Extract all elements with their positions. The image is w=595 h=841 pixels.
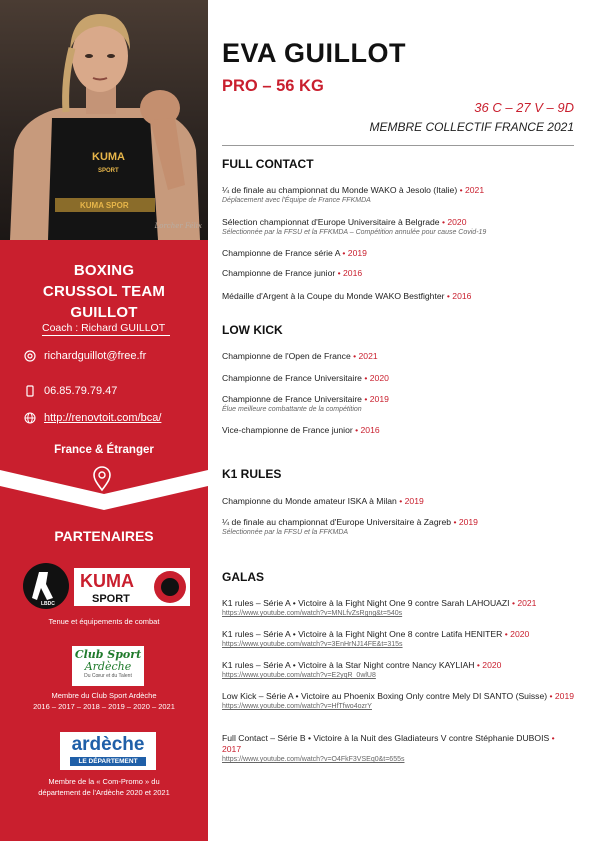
luc-badge-text: LBDC [41, 601, 55, 607]
list-item: K1 rules – Série A • Victoire à la Fight Night One 9 contre Sarah LAHOUAZI • 2021 https://www.youtube.com/watch?v=MNLfvZsRgng&t=540s [222, 598, 574, 618]
athlete-name: EVA GUILLOT [222, 38, 406, 68]
coach-name: Coach : Richard GUILLOT [42, 322, 170, 336]
record-stats: 36 C – 27 V – 9D [474, 100, 574, 115]
list-item: Sélection championnat d'Europe Universitaire à Belgrade • 2020 Sélectionnée par la FFSU et la FFKMDA – Compétition annulée pour cause Covid-19 [222, 217, 487, 236]
video-link[interactable]: https://www.youtube.com/watch?v=O4FkF3VSEq0&t=655s [222, 756, 405, 763]
video-link[interactable]: https://www.youtube.com/watch?v=3EnHrNJ14FE&t=315s [222, 641, 403, 648]
athlete-illustration [0, 0, 208, 240]
ardeche-departement-logo [60, 732, 156, 770]
team-line-2: CRUSSOL TEAM [42, 283, 166, 300]
section-title-full-contact: FULL CONTACT [222, 157, 314, 171]
website-link[interactable]: http://renovtoit.com/bca/ [44, 412, 162, 424]
partner2-caption-1: Membre du Club Sport Ardèche [51, 691, 157, 700]
list-item: Championne de France Universitaire • 2019 Élue meilleure combattante de la compétition [222, 394, 389, 413]
partner2-caption-2: 2016 – 2017 – 2018 – 2019 – 2020 – 2021 [33, 702, 175, 711]
website-row[interactable] [24, 412, 161, 424]
club-sport-tagline: Du Cœur et du Talent [84, 673, 132, 679]
partner1-caption: Tenue et équipements de combat [48, 617, 160, 626]
list-item: Championne de France junior • 2016 [222, 268, 363, 278]
section-title-k1-rules: K1 RULES [222, 467, 282, 481]
collectif-label: MEMBRE COLLECTIF FRANCE 2021 [369, 120, 574, 134]
ardeche-logo-sub: LE DÉPARTEMENT [70, 757, 146, 766]
kuma-logo-text: KUMA [80, 571, 134, 591]
list-item: K1 rules – Série A • Victoire à la Star Night contre Nancy KAYLIAH • 2020 https://www.youtube.com/watch?v=E2yqR_0wlU8 [222, 660, 574, 680]
list-item: ¼ de finale au championnat d'Europe Universitaire à Zagreb • 2019 Sélectionnée par la FFSU et la FFKMDA [222, 517, 478, 536]
list-item: ¼ de finale au championnat du Monde WAKO à Jesolo (Italie) • 2021 Déplacement avec l'Équipe de France FFKMDA [222, 185, 485, 204]
section-title-low-kick: LOW KICK [222, 323, 283, 337]
video-link[interactable]: https://www.youtube.com/watch?v=HfTfwo4ozrY [222, 703, 372, 710]
video-link[interactable]: https://www.youtube.com/watch?v=MNLfvZsRgng&t=540s [222, 610, 403, 617]
kuma-partner-logos [22, 562, 192, 610]
club-sport-line-2: Ardèche [84, 660, 132, 673]
partner3-caption-1: Membre de la « Com-Promo » du [48, 777, 160, 786]
photographer-signature: Lorcher Félix [154, 222, 202, 230]
at-icon [24, 350, 36, 362]
kuma-sport-text: SPORT [92, 593, 130, 605]
phone-icon [24, 385, 36, 397]
email-row[interactable] [24, 350, 146, 362]
list-item: Vice-championne de France junior • 2016 [222, 425, 380, 435]
weight-class: PRO – 56 KG [222, 77, 324, 95]
list-item: K1 rules – Série A • Victoire à la Fight Night One 8 contre Latifa HENITER • 2020 https://www.youtube.com/watch?v=3EnHrNJ14FE&t=315s [222, 629, 574, 649]
region-label: France & Étranger [54, 444, 154, 456]
club-sport-line-1: Club Sport [74, 648, 142, 661]
section-title-galas: GALAS [222, 570, 264, 584]
globe-icon [24, 412, 36, 424]
svg-text:KUMA: KUMA [92, 151, 125, 163]
phone-text[interactable]: 06.85.79.79.47 [44, 385, 118, 397]
list-item: Médaille d'Argent à la Coupe du Monde WAKO Bestfighter • 2016 [222, 291, 472, 301]
list-item: Championne de France Universitaire • 2020 [222, 373, 389, 383]
team-line-1: BOXING [73, 262, 135, 279]
sidebar [0, 0, 208, 841]
team-line-3: GUILLOT [70, 304, 138, 321]
list-item: Championne du Monde amateur ISKA à Milan • 2019 [222, 496, 424, 506]
phone-row[interactable] [24, 385, 117, 397]
location-pin-icon [91, 466, 113, 497]
team-name [0, 260, 208, 323]
email-text[interactable]: richardguillot@free.fr [44, 350, 147, 362]
svg-text:KUMA SPOR: KUMA SPOR [80, 201, 129, 210]
list-item: Low Kick – Série A • Victoire au Phoenix Boxing Only contre Mely DI SANTO (Suisse) • 2019 https://www.youtube.com/watch?v=HfTfwo4ozrY [222, 691, 575, 710]
partners-title: PARTENAIRES [54, 528, 154, 544]
partner3-caption-2: département de l'Ardèche 2020 et 2021 [38, 788, 170, 797]
list-item: Championne de l'Open de France • 2021 [222, 351, 378, 361]
athlete-photo [0, 0, 208, 240]
list-item: Full Contact – Série B • Victoire à la Nuit des Gladiateurs V contre Stéphanie DUBOIS • 2017 https://www.youtube.com/watch?v=O4FkF3VSEq0&t=655s [222, 733, 574, 764]
list-item: Championne de France série A • 2019 [222, 248, 367, 258]
ardeche-logo-text: ardèche [71, 734, 145, 755]
header-divider [222, 145, 574, 146]
club-sport-ardeche-logo [72, 646, 144, 686]
svg-text:SPORT: SPORT [98, 168, 119, 174]
video-link[interactable]: https://www.youtube.com/watch?v=E2yqR_0wlU8 [222, 672, 376, 679]
